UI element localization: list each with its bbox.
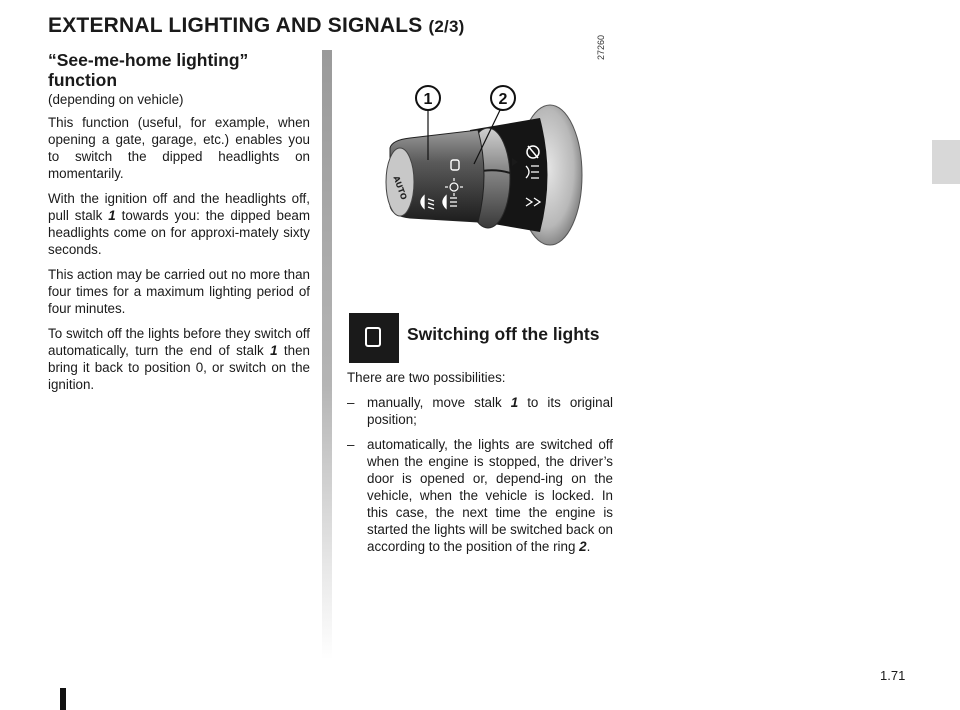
lighting-stalk-illustration <box>350 60 610 260</box>
page-number: 1.71 <box>880 668 906 683</box>
possibilities-intro: There are two possibilities: <box>347 370 506 385</box>
paragraph-4: To switch off the lights before they switch off automatically, turn the end of stalk 1 then bring it back to position 0, or switch on the ignition. <box>48 326 310 392</box>
vehicle-note: (depending on vehicle) <box>48 92 184 107</box>
stalk-ref: 1 <box>108 208 116 223</box>
section-tab <box>932 140 960 184</box>
callout-1-label: 1 <box>423 91 433 108</box>
figure-code: 27260 <box>596 34 606 60</box>
list-item: – manually, move stalk 1 to its original position; <box>347 395 613 427</box>
title-part: (2/3) <box>428 17 465 36</box>
switching-off-section-header <box>349 313 614 363</box>
list-dash: – <box>347 437 355 452</box>
list-item: – automatically, the lights are switched off when the engine is stopped, the driver’s door is opened or, depend-ing on the vehicle, when the vehicle is locked. In this case, the next time the engine is started the lights will be switched back on according to the position of the ring 2. <box>347 437 613 554</box>
corner-mark <box>60 688 66 710</box>
see-me-home-heading: “See-me-home lighting” function <box>48 50 249 90</box>
stalk-ref: 1 <box>270 343 278 358</box>
page-title <box>48 14 465 38</box>
auto-label: AUTO <box>391 174 409 202</box>
left-column <box>48 50 310 401</box>
right-column <box>347 369 613 563</box>
main-beam-icon <box>443 196 457 208</box>
possibilities-list <box>347 394 613 555</box>
lights-off-section-icon <box>349 313 399 363</box>
callout-2-label: 2 <box>498 91 508 108</box>
column-divider <box>322 50 332 660</box>
paragraph-3: This action may be carried out no more than four times for a maximum lighting period of four minutes. <box>48 267 310 316</box>
ring-ref: 2 <box>579 539 587 554</box>
paragraph-1: This function (useful, for example, when opening a gate, garage, etc.) enables you to switch the dipped headlights on momentarily. <box>48 115 310 181</box>
title-text: EXTERNAL LIGHTING AND SIGNALS <box>48 14 423 37</box>
paragraph-2: With the ignition off and the headlights off, pull stalk 1 towards you: the dipped beam headlights come on for approxi-mately sixty seconds. <box>48 191 310 257</box>
list-dash: – <box>347 395 355 410</box>
switching-off-heading: Switching off the lights <box>407 324 600 344</box>
stalk-ref: 1 <box>510 395 519 410</box>
